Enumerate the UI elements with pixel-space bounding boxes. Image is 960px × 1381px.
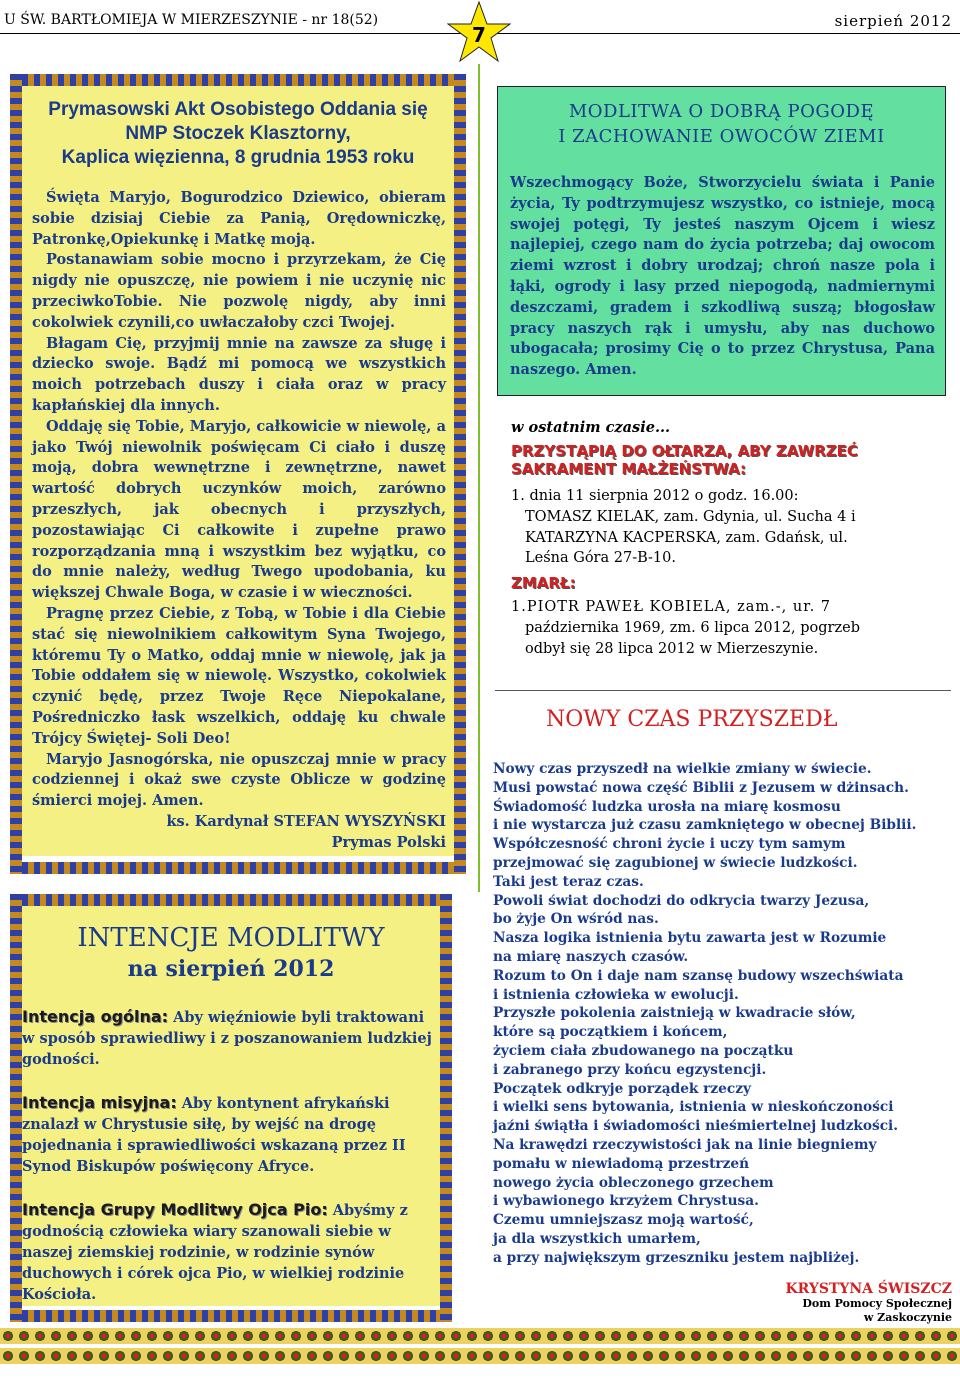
act-signature: ks. Kardynał STEFAN WYSZYŃSKI [166,812,446,830]
decorative-band [0,1348,960,1364]
act-paragraph: Postanawiam sobie mocno i przyrzekam, że Cię nigdy nie opuszczę, nie powiem i nie uczynię nic przeciwkoTobie. Nie pozwolę nigdy, aby inni cokolwiek czynili,co uwłaczałoby czci Twojej. [32,251,446,331]
frame-top [10,74,466,86]
act-panel [22,86,454,856]
death-list: 1.PIOTR PAWEŁ KOBIELA, zam.-, ur. 7 października 1969, zm. 6 lipca 2012, pogrzeb odbył się 28 lipca 2012 w Mierzeszynie. [511,599,860,657]
intentions-frame-right [440,894,452,1322]
intentions-frame-top [10,894,452,906]
act-paragraph: Pragnę przez Ciebie, z Tobą, w Tobie i dla Ciebie stać się niewolnikiem całkowitym Syna Twojego, któremu Ty o Matko, oddaj mnie w niewolę, jak ja Tobie oddałem się w niewolę. Wszystko, cokolwiek czynić będę, przez Twoje Ręce Niepokalane, Pośredniczko łask wszelkich, oddaję ku chwale Trójcy Świętej- Soli Deo! [32,604,446,747]
frame-left [10,74,22,874]
prayer-text: Wszechmogący Boże, Stworzycielu świata i Panie życia, Ty podtrzymujesz wszystko, co istnieje, mocą swojej potęgi, Ty jesteś naszym Ojcem i wiesz najlepiej, czego nam do życia potrzeba; daj owocom ziemi wzrost i dobry urodzaj; chroń nasze pola i łąki, ogrody i lasy przed niepogodą, nadmiernymi deszczami, gradem i szkodliwą suszą; błogosław pracy naszych rąk i umysłu, aby nas duchowo ubogacała; prosimy Cię o to przez Chrystusa, Pana naszego. Amen. [510,174,935,379]
act-paragraph: Święta Maryjo, Bogurodzico Dziewico, obieram sobie dzisiaj Ciebie za Panią, Orędowniczkę, Patronkę,Opiekunkę i Matkę moją. [32,189,446,248]
column-divider [478,64,480,892]
prayer-title: MODLITWA O DOBRĄ POGODĘ I ZACHOWANIE OWOCÓW ZIEMI [558,101,885,147]
intentions-frame-left [10,894,22,1322]
act-signature-title: Prymas Polski [331,833,446,851]
poem-title: NOWY CZAS PRZYSZEDŁ [546,707,838,732]
marriage-heading: PRZYSTĄPIĄ DO OŁTARZA, ABY ZAWRZEĆ SAKRAMENT MAŁŻEŃSTWA: [511,442,858,478]
header-left: U ŚW. BARTŁOMIEJA W MIERZESZYNIE - nr 18(52) [4,12,379,28]
header-date: sierpień 2012 [834,12,952,30]
intentions-subtitle: na sierpień 2012 [127,956,335,982]
act-paragraph: Oddaję się Tobie, Maryjo, całkowicie w niewolę, a jako Twój niewolnik poświęcam Ci ciało i duszę moją, dobra wewnętrzne i zewnętrzne, nawet wartość dobrych uczynków moich, zarówno przeszłych, jak obecnych i przyszłych, pozostawiając Ci całkowite i zupełne prawo rozporządzania mną i wszystkim bez wyjątku, co do mnie należy, według Twego upodobania, ku większej Chwale Boga, w czasie i w wieczności. [32,417,446,602]
act-title: Prymasowski Akt Osobistego Oddania się NMP Stoczek Klasztorny, Kaplica więzienna, 8 grudnia 1953 roku [48,99,428,168]
star-icon [447,0,511,64]
intentions-panel [22,906,440,1306]
marriage-list: 1. dnia 11 sierpnia 2012 o godz. 16.00: TOMASZ KIELAK, zam. Gdynia, ul. Sucha 4 i KATARZYNA KACPERSKA, zam. Gdańsk, ul. Leśna Góra 27-B-10. [511,488,856,567]
page-number: 7 [472,23,486,47]
prayer-panel [497,86,946,396]
news-heading: w ostatnim czasie... [511,419,671,436]
intention-item: Intencja Grupy Modlitwy Ojca Pio: Abyśmy z godnością człowieka wiary szanowali siebie w naszej ziemskiej rodzinie, w rodzinie synów duchowych i córek ojca Pio, w wielkiej rodzinie Kościoła. [22,1200,408,1303]
act-body [22,188,454,854]
decorative-band [0,1328,960,1344]
frame-right [454,74,466,874]
section-divider [495,690,951,691]
act-paragraph: Błagam Cię, przyjmij mnie na zawsze za sługę i dziecko swoje. Bądź mi pomocą we wszystkich moich potrzebach duszy i ciała oraz w pracy kapłańskiej dla innych. [32,334,446,414]
intention-item: Intencja misyjna: Aby kontynent afrykański znalazł w Chrystusie siłę, by wejść na drogę pojednania i sprawiedliwości wskazaną przez II Synod Biskupów poświęcony Afryce. [22,1093,406,1175]
poem: Nowy czas przyszedł na wielkie zmiany w świecie. Musi powstać nowa część Biblii z Jezusem w dżinsach. Świadomość ludzka urosła na miarę kosmosu i nie wystarcza już czasu zamkniętego w obecnej Biblii. Współczesność chroni życie i uczy tym samym przejmować się zagubionej w świecie ludzkości. Taki jest teraz czas. Powoli świat dochodzi do odkrycia twarzy Jezusa, bo żyje On wśród nas. Nasza logika istnienia bytu zawarta jest w Rozumie na miarę naszych czasów. Rozum to On i daje nam szansę budowy wszechświata i istnienia człowieka w ewolucji. Przyszłe pokolenia zaistnieją w kwadracie słów, które są początkiem i końcem, życiem ciała zbudowanego na początku i zabranego przy końcu egzystencji. Początek odkryje porządek rzeczy i wielki sens bytowania, istnienia w nieskończoności jaźni świątła i świadomości nieśmiertelnej ludzkości. Na krawędzi rzeczywistości jak na linie biegniemy pomału w niewiadomą przestrzeń nowego życia obleczonego grzechem i wybawionego krzyżem Chrystusa. Czemu umniejszasz moją wartość, ja dla wszystkich umarłem, a przy największym grzeszniku jestem najbliżej. [493,761,917,1266]
poem-author: KRYSTYNA ŚWISZCZ Dom Pomocy Społecznej w Zaskoczynie [785,1281,952,1324]
intentions-title: INTENCJE MODLITWY [77,923,385,953]
intentions-frame-bottom [10,1310,452,1322]
act-paragraph: Maryjo Jasnogórska, nie opuszczaj mnie w pracy codziennej i okaż swe czyste Oblicze w godzinę śmierci mojej. Amen. [32,750,446,810]
parish-news [511,418,951,660]
frame-bottom [10,862,466,874]
death-heading: ZMARŁ: [511,574,576,593]
intention-item: Intencja ogólna: Aby więźniowie byli traktowani w sposób sprawiedliwy i z poszanowaniem ludzkiej godności. [22,1007,432,1068]
